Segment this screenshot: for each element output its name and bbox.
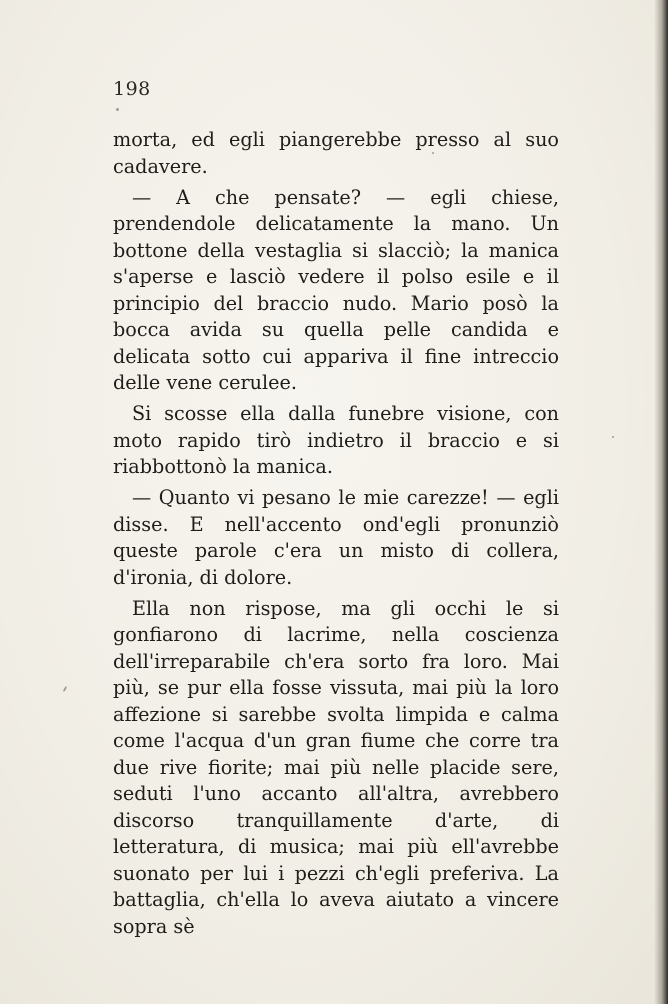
- paragraph-2: — A che pensate? — egli chiese, prendendole delicatamente la mano. Un bottone della vestaglia si slacciò; la manica s'aperse e lasciò vedere il polso esile e il principio del braccio nudo. Mario posò la bocca avida su quella pelle candida e delicata sotto cui appariva il fine intreccio delle vene cerulee.: [113, 185, 559, 395]
- body-text: [113, 127, 559, 945]
- paper-speck: [63, 686, 68, 692]
- page-number: 198: [113, 78, 151, 100]
- paragraph-5: Ella non rispose, ma gli occhi le si gonfiarono di lacrime, nella coscienza dell'irreparabile ch'era sorto fra loro. Mai più, se pur ella fosse vissuta, mai più la loro affezione si sarebbe svolta limpida e calma come l'acqua d'un gran fiume che corre tra due rive fiorite; mai più nelle placide sere, seduti l'uno accanto all'altra, avrebbero discorso tranquillamente d'arte, di letteratura, di musica; mai più ell'avrebbe suonato per lui i pezzi ch'egli preferiva. La battaglia, ch'ella lo aveva aiutato a vincere sopra sè: [113, 596, 559, 938]
- paragraph-3: Si scosse ella dalla funebre visione, con moto rapido tirò indietro il braccio e si riabbottonò la manica.: [113, 402, 559, 479]
- paragraph-1: morta, ed egli piangerebbe presso al suo cadavere.: [113, 128, 559, 178]
- paper-speck: [612, 436, 614, 438]
- page-edge-shadow: [654, 0, 668, 1004]
- paragraph-4: — Quanto vi pesano le mie carezze! — egli disse. E nell'accento ond'egli pronunziò queste parole c'era un misto di collera, d'ironia, di dolore.: [113, 486, 559, 589]
- paper-speck: [116, 108, 119, 111]
- paper-speck: [432, 152, 434, 154]
